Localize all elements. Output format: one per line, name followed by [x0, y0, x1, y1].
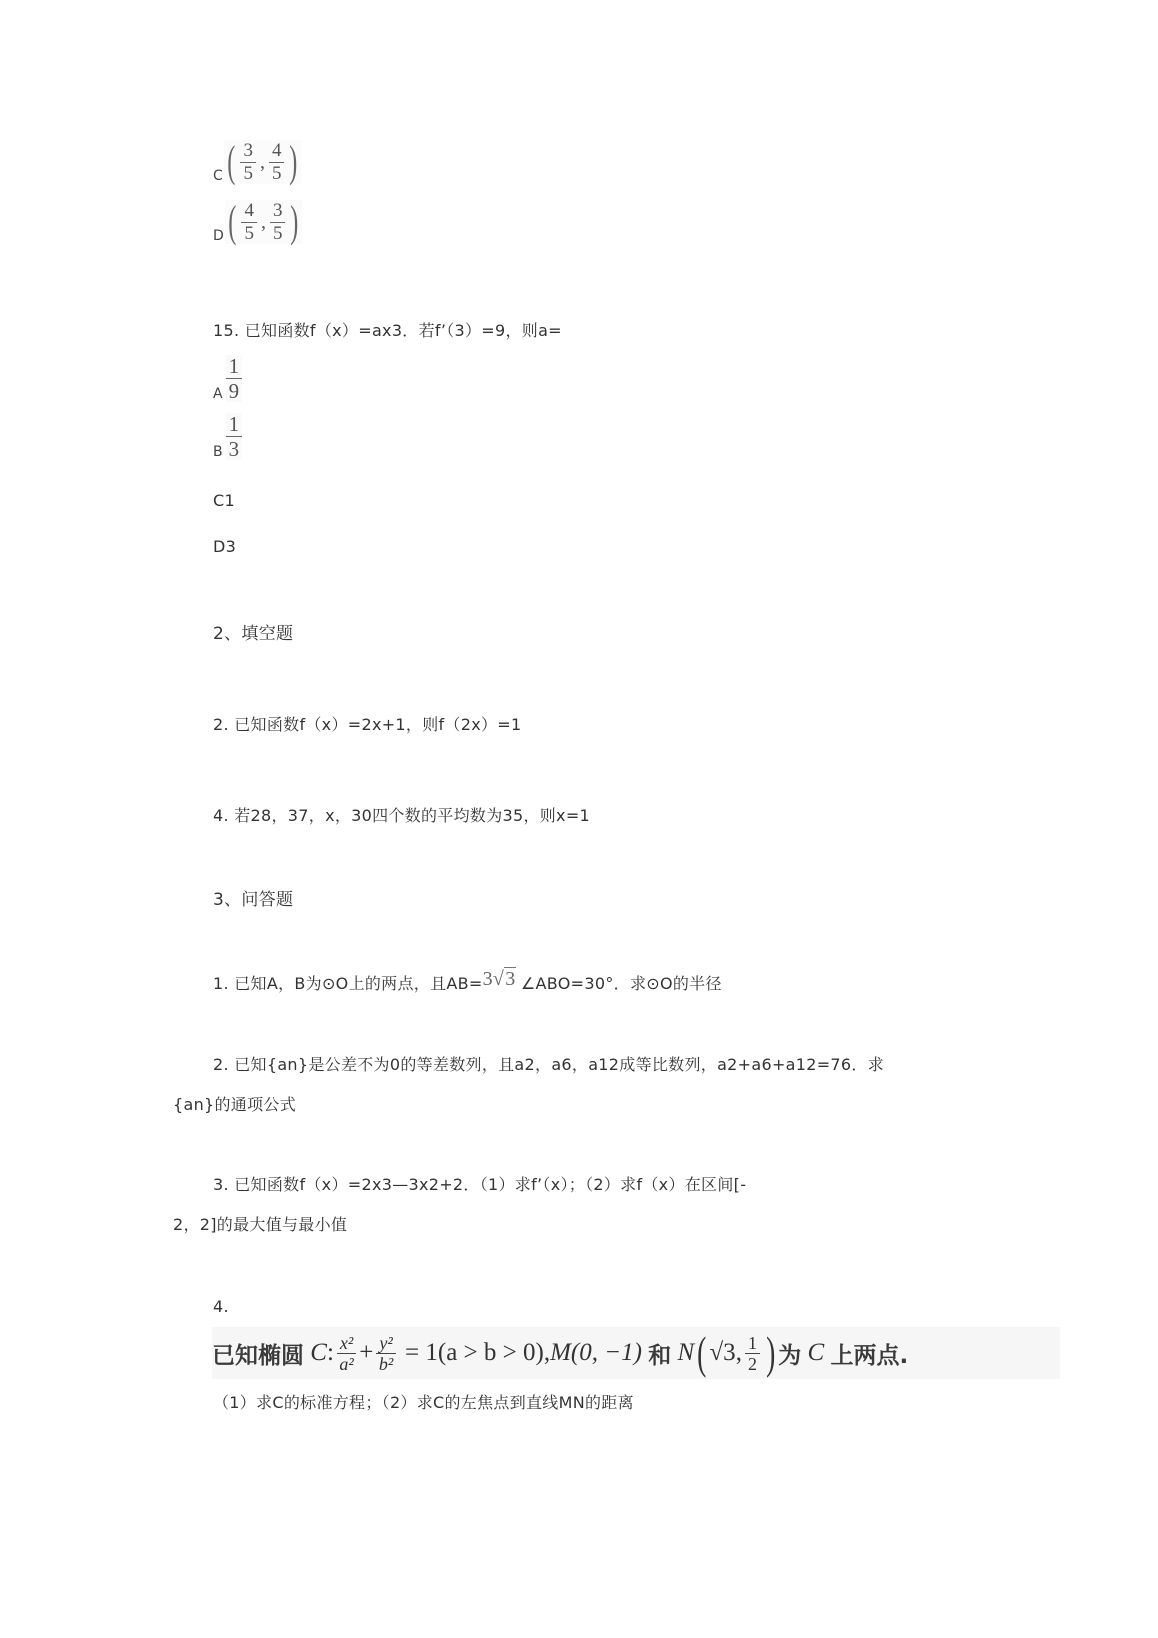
fraction: 1 2: [745, 1333, 760, 1374]
left-paren: (: [228, 197, 237, 246]
option-d-q15: D3: [213, 537, 237, 556]
fraction: $\frac{1}{9}$: [226, 355, 243, 402]
fraction: $\frac{4}{5}$: [269, 141, 285, 184]
option-label: A: [213, 386, 223, 402]
answer-question-4-subquestions: （1）求C的标准方程；（2）求C的左焦点到直线MN的距离: [213, 1393, 634, 1412]
fraction: $\frac{3}{5}$: [270, 201, 286, 244]
section-heading-short-answer: 3、问答题: [213, 890, 294, 910]
answer-question-2-line2: {an}的通项公式: [173, 1095, 297, 1114]
question-15: 15. 已知函数f（x）=ax3．若f’（3）=9，则a=: [213, 321, 562, 340]
option-label: B: [213, 444, 223, 460]
option-c-q14: [213, 137, 301, 186]
fill-question-2: 2. 已知函数f（x）=2x+1，则f（2x）=1: [213, 715, 522, 734]
left-paren: (: [697, 1327, 707, 1378]
right-paren: ): [766, 1327, 776, 1378]
fraction: x² a²: [337, 1333, 356, 1374]
option-c-q15: C1: [213, 491, 235, 510]
fraction: $\frac{4}{5}$: [241, 201, 257, 244]
answer-question-4-number: 4.: [213, 1297, 229, 1316]
answer-question-2-line1: 2. 已知{an}是公差不为0的等差数列，且a2，a6，a12成等比数列，a2+a6+a12=76．求: [213, 1055, 884, 1074]
answer-question-3-line1: 3. 已知函数f（x）=2x3—3x2+2．（1）求f’（x）；（2）求f（x）在区间[-: [213, 1175, 747, 1194]
left-paren: (: [227, 137, 236, 186]
fill-question-4: 4. 若28，37，x，30四个数的平均数为35，则x=1: [213, 806, 591, 825]
fraction-pair: ( $\frac{4}{5}$ , $\frac{3}{5}$ ): [225, 200, 302, 244]
option-label: C: [213, 168, 223, 184]
fraction: $\frac{3}{5}$: [240, 141, 256, 184]
option-a-q15: [213, 355, 244, 402]
fraction: $\frac{\text{y²}}{\text{b²}}$: [376, 1333, 395, 1374]
option-label: D: [213, 228, 224, 244]
answer-question-1: 1. 已知A，B为⊙O上的两点，且AB=3√3 ∠ABO=30°．求⊙O的半径: [213, 968, 722, 993]
fraction-pair: ( $\frac{3}{5}$ , $\frac{4}{5}$ ): [224, 140, 301, 184]
right-paren: ): [289, 137, 298, 186]
section-heading-fill-in: 2、填空题: [213, 624, 294, 644]
option-b-q15: [213, 413, 244, 460]
sqrt-expression: 3√3: [482, 968, 516, 990]
ellipse-equation-image: 已知椭圆 C : x² a² + $\frac{\text{y²}}{\text{b²}}$ = 1(a > b > 0), M(0, −1) 和 N ( √3 , 1 2 ) 为 C 上两点.: [212, 1327, 1060, 1379]
right-paren: ): [290, 197, 299, 246]
answer-question-3-line2: 2，2]的最大值与最小值: [173, 1215, 348, 1234]
option-d-q14: [213, 197, 302, 246]
fraction: $\frac{1}{3}$: [226, 413, 243, 460]
